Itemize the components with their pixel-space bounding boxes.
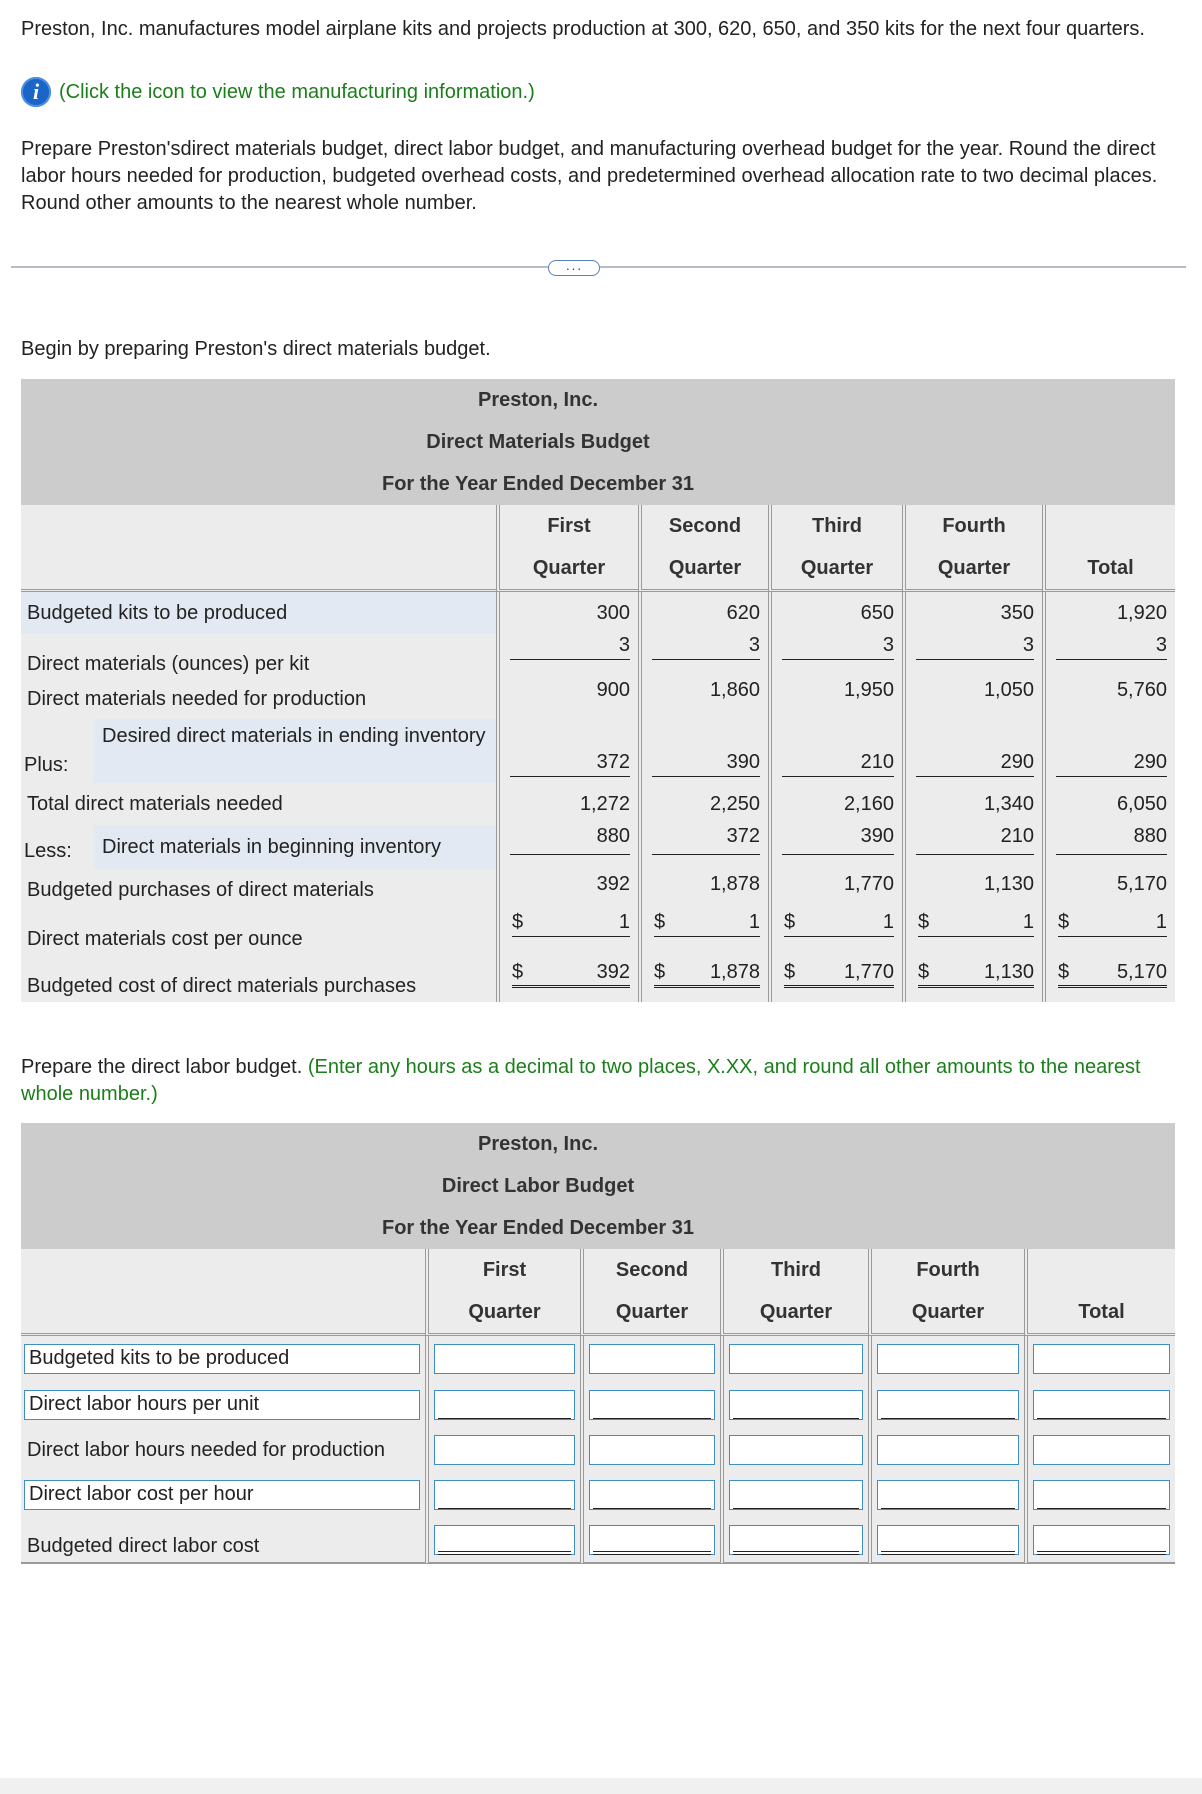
dl-col-total-bottom: Total <box>1024 1291 1175 1336</box>
dm-dollar-sign: $ <box>784 961 796 983</box>
dm-plus-label: Plus: <box>24 754 69 776</box>
dl-cost-per-hour-q1-input[interactable] <box>434 1480 575 1510</box>
dl-row-label: Direct labor hours needed for production <box>21 1428 425 1472</box>
dl-cost-q1-input[interactable] <box>434 1525 575 1555</box>
dm-cell: 1,860 <box>638 679 768 719</box>
dm-cell: 210 <box>916 825 1034 855</box>
dm-row-label: Direct materials in beginning inventory <box>94 825 496 869</box>
dm-cell: 5,760 <box>1042 679 1175 719</box>
dm-dollar-sign: $ <box>784 911 796 933</box>
table-row <box>21 911 1175 955</box>
direct-labor-budget-table <box>21 1123 1175 1564</box>
info-link-text: (Click the icon to view the manufacturing information.) <box>59 80 535 103</box>
table-row <box>21 1336 1175 1382</box>
dm-cell: 390 <box>782 825 894 855</box>
dm-dollar-sign: $ <box>512 911 524 933</box>
dl-hours-per-unit-q2-input[interactable] <box>589 1390 715 1420</box>
dl-period: For the Year Ended December 31 <box>382 1216 694 1239</box>
dm-cell: 900 <box>496 679 638 719</box>
intro-text: Preston, Inc. manufactures model airplane kits and projects production at 300, 620, 650, and 350 kits for the next four quarters. <box>21 18 1145 40</box>
dm-dollar-sign: $ <box>654 911 666 933</box>
dm-cell: 620 <box>638 592 768 634</box>
dl-header-blank <box>21 1249 425 1291</box>
dl-cost-total-input[interactable] <box>1033 1525 1170 1555</box>
footer-bar <box>0 1778 1202 1794</box>
dl-hours-per-unit-total-input[interactable] <box>1033 1390 1170 1420</box>
table-row <box>21 679 1175 719</box>
dl-kits-total-input[interactable] <box>1033 1344 1170 1374</box>
dm-col-q3-top: Third <box>768 505 902 547</box>
dl-hours-per-unit-q1-input[interactable] <box>434 1390 575 1420</box>
dm-cell: 880 <box>1056 825 1167 855</box>
table-row <box>21 719 1175 783</box>
dm-cell: 3 <box>782 634 894 660</box>
dm-cell: 1,340 <box>902 783 1042 825</box>
dl-cost-per-hour-q3-input[interactable] <box>729 1480 863 1510</box>
dm-row-label: Direct materials needed for production <box>21 679 496 719</box>
dl-cost-per-hour-q4-input[interactable] <box>877 1480 1019 1510</box>
dl-row-label-input[interactable]: Direct labor hours per unit <box>24 1390 420 1420</box>
dm-cell: 1 <box>618 911 630 933</box>
dm-cell: 3 <box>1056 634 1167 660</box>
dm-col-q4-top: Fourth <box>902 505 1042 547</box>
dl-row-label-input[interactable]: Direct labor cost per hour <box>24 1480 420 1510</box>
dm-cell: 1,920 <box>1042 592 1175 634</box>
dm-cell: 2,160 <box>768 783 902 825</box>
dl-col-q4-top: Fourth <box>868 1249 1024 1291</box>
dm-col-total-top <box>1042 505 1175 547</box>
dl-cost-q4-input[interactable] <box>877 1525 1019 1555</box>
table-row <box>21 955 1175 1002</box>
dl-kits-q3-input[interactable] <box>729 1344 863 1374</box>
dl-cost-q3-input[interactable] <box>729 1525 863 1555</box>
dm-cell: 1,950 <box>768 679 902 719</box>
begin-text: Begin by preparing Preston's direct materials budget. <box>21 338 491 360</box>
dm-row-label: Budgeted cost of direct materials purchases <box>21 955 496 1002</box>
table-row <box>21 1518 1175 1564</box>
dm-cell: 1,050 <box>902 679 1042 719</box>
direct-labor-instructions <box>21 1054 1181 1108</box>
dm-period: For the Year Ended December 31 <box>382 472 694 495</box>
dm-cell: 372 <box>652 825 760 855</box>
dl-col-q1-bottom: Quarter <box>425 1291 580 1336</box>
dm-cell: 1,878 <box>709 961 760 983</box>
dm-cell: 880 <box>510 825 630 855</box>
dl-cost-per-hour-total-input[interactable] <box>1033 1480 1170 1510</box>
dl-hours-per-unit-q4-input[interactable] <box>877 1390 1019 1420</box>
dm-title: Direct Materials Budget <box>426 430 650 453</box>
dm-cell: 1,272 <box>496 783 638 825</box>
dm-cell: 5,170 <box>1116 961 1167 983</box>
dl-kits-q4-input[interactable] <box>877 1344 1019 1374</box>
dl-col-total-top <box>1024 1249 1175 1291</box>
dl-title: Direct Labor Budget <box>441 1174 635 1197</box>
dm-col-q3-bottom: Quarter <box>768 547 902 592</box>
dl-hours-needed-total-input[interactable] <box>1033 1435 1170 1465</box>
dm-dollar-sign: $ <box>918 911 930 933</box>
dm-row-label: Total direct materials needed <box>21 783 496 825</box>
dl-hours-per-unit-q3-input[interactable] <box>729 1390 863 1420</box>
table-row <box>21 869 1175 911</box>
dm-cell: 3 <box>916 634 1034 660</box>
dm-cell: 6,050 <box>1042 783 1175 825</box>
dl-kits-q1-input[interactable] <box>434 1344 575 1374</box>
dl-kits-q2-input[interactable] <box>589 1344 715 1374</box>
table-row <box>21 634 1175 679</box>
dl-col-q3-top: Third <box>720 1249 868 1291</box>
dm-dollar-sign: $ <box>512 961 524 983</box>
dm-cell: 210 <box>782 751 894 777</box>
dl-row-label-input[interactable]: Budgeted kits to be produced <box>24 1344 420 1374</box>
dm-cell: 290 <box>916 751 1034 777</box>
dm-col-q1-top: First <box>496 505 638 547</box>
table-row <box>21 825 1175 869</box>
dm-cell: 1 <box>748 911 760 933</box>
dm-row-label: Budgeted kits to be produced <box>21 592 496 634</box>
table-row <box>21 783 1175 825</box>
dl-company: Preston, Inc. <box>477 1132 599 1155</box>
dm-cell: 1,770 <box>843 961 894 983</box>
dm-cell: 392 <box>596 961 630 983</box>
dm-dollar-sign: $ <box>1058 911 1070 933</box>
dm-col-q2-bottom: Quarter <box>638 547 768 592</box>
table-row <box>21 1382 1175 1428</box>
dm-cell: 1,878 <box>638 869 768 911</box>
dl-hours-needed-q4-input[interactable] <box>877 1435 1019 1465</box>
dm-col-total-bottom: Total <box>1042 547 1175 592</box>
dm-cell: 5,170 <box>1042 869 1175 911</box>
direct-materials-budget-table <box>21 379 1175 1002</box>
dl-hours-needed-q1-input[interactable] <box>434 1435 575 1465</box>
dl-intro-hint: (Enter any hours as a decimal to two places, X.XX, and round all other amounts to the nearest whole number.) <box>21 1056 1141 1105</box>
dm-row-label: Direct materials cost per ounce <box>21 911 496 955</box>
dm-cell: 1,770 <box>768 869 902 911</box>
dm-cell: 1,130 <box>902 869 1042 911</box>
dl-hours-needed-q3-input[interactable] <box>729 1435 863 1465</box>
table-row <box>21 1428 1175 1472</box>
dl-col-q1-top: First <box>425 1249 580 1291</box>
dm-cell: 372 <box>510 751 630 777</box>
dm-cell: 650 <box>768 592 902 634</box>
table-row <box>21 592 1175 634</box>
dm-col-q1-bottom: Quarter <box>496 547 638 592</box>
dm-cell: 350 <box>902 592 1042 634</box>
dm-row-label: Budgeted purchases of direct materials <box>21 869 496 911</box>
dm-company: Preston, Inc. <box>477 388 599 411</box>
dm-dollar-sign: $ <box>654 961 666 983</box>
dm-cell: 3 <box>510 634 630 660</box>
dm-dollar-sign: $ <box>1058 961 1070 983</box>
more-options-button[interactable]: ··· <box>548 260 600 276</box>
dl-hours-needed-q2-input[interactable] <box>589 1435 715 1465</box>
dm-cell: 300 <box>496 592 638 634</box>
dl-row-label: Budgeted direct labor cost <box>21 1518 425 1564</box>
dl-cost-per-hour-q2-input[interactable] <box>589 1480 715 1510</box>
dl-col-q2-bottom: Quarter <box>580 1291 720 1336</box>
dm-dollar-sign: $ <box>918 961 930 983</box>
dm-cell: 1 <box>1155 911 1167 933</box>
dm-header-blank <box>21 505 496 547</box>
dm-cell: 392 <box>496 869 638 911</box>
dm-cell: 2,250 <box>638 783 768 825</box>
dm-col-q2-top: Second <box>638 505 768 547</box>
info-row <box>21 77 535 107</box>
dm-header-blank-2 <box>21 547 496 592</box>
dl-col-q2-top: Second <box>580 1249 720 1291</box>
dl-col-q3-bottom: Quarter <box>720 1291 868 1336</box>
dm-cell: 1,130 <box>983 961 1034 983</box>
dl-header-blank-2 <box>21 1291 425 1336</box>
dl-intro-text: Prepare the direct labor budget. <box>21 1056 303 1078</box>
instructions-text: Prepare Preston'sdirect materials budget, direct labor budget, and manufacturing overhead budget for the year. Round the direct labor hours needed for production, budgeted overhead costs, and predetermined overhead allocation rate to two decimal places. Round other amounts to the nearest whole number. <box>21 138 1158 214</box>
dm-row-label: Desired direct materials in ending inventory <box>94 719 496 783</box>
dm-less-label: Less: <box>24 839 72 862</box>
dm-row-label: Direct materials (ounces) per kit <box>21 634 496 679</box>
dl-col-q4-bottom: Quarter <box>868 1291 1024 1336</box>
dm-col-q4-bottom: Quarter <box>902 547 1042 592</box>
info-icon[interactable]: i <box>21 77 51 107</box>
dm-cell: 1 <box>882 911 894 933</box>
dm-cell: 390 <box>652 751 760 777</box>
dl-cost-q2-input[interactable] <box>589 1525 715 1555</box>
table-row <box>21 1472 1175 1518</box>
dm-cell: 3 <box>652 634 760 660</box>
dm-cell: 290 <box>1056 751 1167 777</box>
dm-cell: 1 <box>1022 911 1034 933</box>
